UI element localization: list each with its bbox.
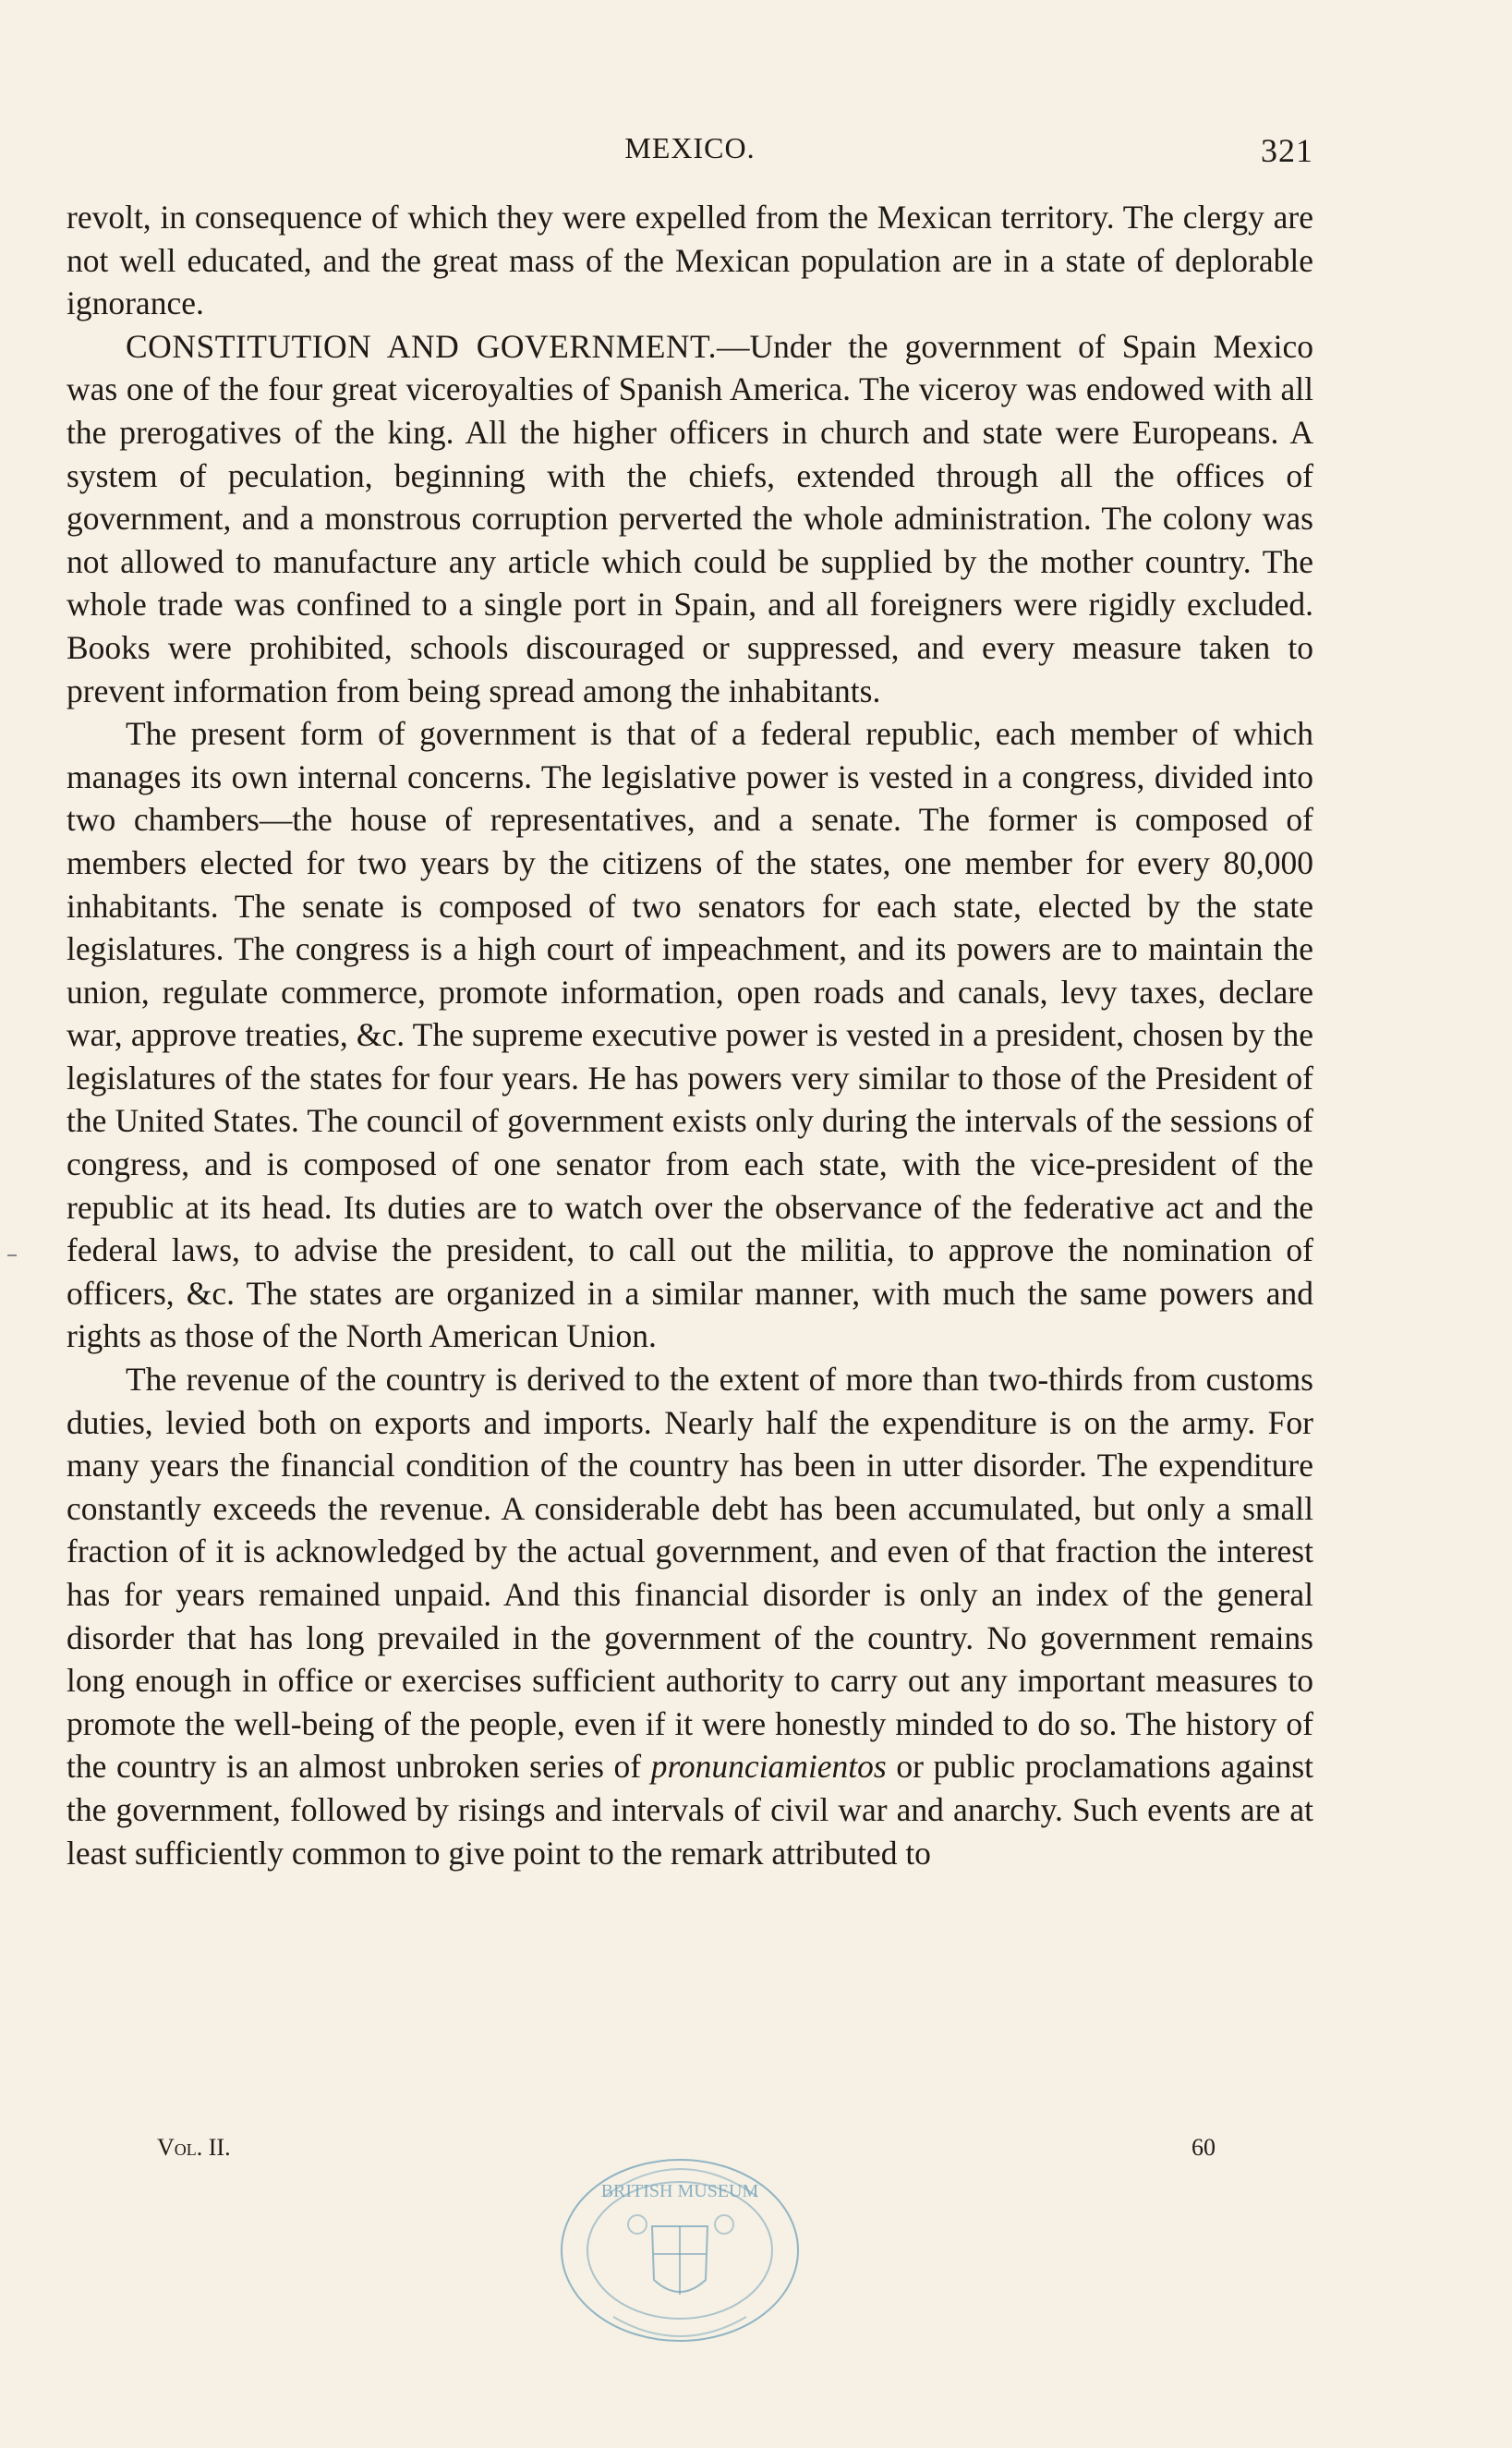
stamp-text: BRITISH MUSEUM	[600, 2181, 759, 2201]
paragraph-2-text: —Under the government of Spain Mexico was one of the four great viceroyalties of Spanish America. The viceroy was endowed with all the prerogatives of the king. All the higher officers in church and state were Europeans. A system of peculation, beginning with the chiefs, extended through all the offices of government, and a monstrous corruption perverted the whole administration. The colony was not allowed to manufacture any article which could be supplied by the mother country. The whole trade was confined to a single port in Spain, and all foreigners were rigidly excluded. Books were prohibited, schools discouraged or suppressed, and every measure taken to prevent information from being spread among the inhabitants.	[67, 327, 1313, 709]
paragraph-3-text: The present form of government is that of a federal republic, each member of which manages its own internal concerns. The legislative power is vested in a congress, divided into two chambers—the house of representatives, and a senate. The former is composed of members elected for two years by the citizens of the states, one member for every 80,000 inhabitants. The senate is composed of two senators for each state, elected by the state legislatures. The congress is a high court of impeachment, and its powers are to maintain the union, regulate commerce, promote information, open roads and canals, levy taxes, declare war, approve treaties, &c. The supreme executive power is vested in a president, chosen by the legislatures of the states for four years. He has powers very similar to those of the President of the United States. The council of government exists only during the intervals of the sessions of congress, and is composed of one senator from each state, with the vice-president of the republic at its head. Its duties are to watch over the observance of the federative act and the federal laws, to advise the president, to call out the militia, to approve the nomination of officers, &c. The states are organized in a similar manner, with much the same powers and rights as those of the North American Union.	[67, 715, 1313, 1355]
volume-label: Vol. II.	[157, 2134, 231, 2161]
page-number: 321	[1261, 132, 1313, 169]
section-heading: CONSTITUTION AND GOVERNMENT.	[126, 327, 717, 365]
signature-mark: 60	[1191, 2134, 1216, 2161]
running-title: MEXICO.	[624, 131, 756, 164]
paragraph-1-text: revolt, in consequence of which they were expelled from the Mexican territory. The clergy are not well educated, and the great mass of the Mexican population are in a state of deplorable ignorance.	[67, 199, 1313, 322]
margin-mark	[7, 1254, 17, 1256]
paragraph-4-italic-term: pronunciamientos	[650, 1748, 887, 1786]
running-head	[67, 131, 1313, 179]
paragraph-3	[67, 712, 1313, 1358]
paragraph-4-text-before: The revenue of the country is derived to the extent of more than two-thirds from customs duties, levied both on exports and imports. Nearly half the expenditure is on the army. For many years the financial condition of the country has been in utter disorder. The expenditure constantly exceeds the revenue. A considerable debt has been accumulated, but only a small fraction of it is acknowledged by the actual government, and even of that fraction the interest has for years remained unpaid. And this financial disorder is only an index of the general disorder that has long prevailed in the government of the country. No government remains long enough in office or exercises sufficient authority to carry out any important measures to promote the well-being of the people, even if it were honestly minded to do so. The history of the country is an almost unbroken series of	[67, 1361, 1313, 1786]
paragraph-1	[67, 196, 1313, 325]
body-text	[67, 196, 1313, 1874]
paragraph-4	[67, 1358, 1313, 1874]
paragraph-4-text-after: or public proclamations against the government, followed by risings and intervals of civil war and anarchy. Such events are at least sufficiently common to give point to the remark attributed to	[67, 1748, 1313, 1872]
library-stamp	[549, 2141, 815, 2346]
paragraph-2	[67, 325, 1313, 712]
